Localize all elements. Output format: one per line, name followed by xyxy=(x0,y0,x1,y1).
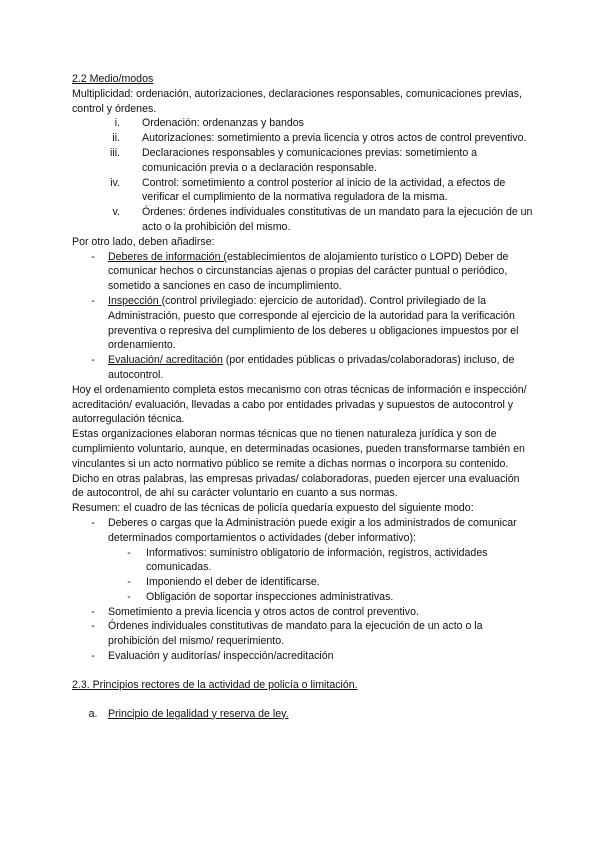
document-page xyxy=(72,72,534,721)
list-item: - Inspección (control privilegiado: ejercicio de autoridad). Control privilegiado de la Administración, puesto que corresponde al ejercicio de la autoridad para la verificación preventiva o represiva del cumplimiento de los deberes u obligaciones impuestos por el ordenamiento. xyxy=(91,294,519,352)
intro-paragraph: Multiplicidad: ordenación, autorizaciones, declaraciones responsables, comunicaciones previas, control y órdenes. xyxy=(72,87,522,115)
summary-list xyxy=(72,516,534,546)
roman-list xyxy=(72,116,534,234)
summary-sub-list xyxy=(108,546,534,605)
list-item: i. Ordenación: ordenanzas y bandos xyxy=(114,117,304,130)
paragraph-2: Estas organizaciones elaboran normas técnicas que no tienen naturaleza jurídica y son de cumplimiento voluntario, aunque, en determinadas ocasiones, pueden transformarse también en vinculantes si un acto normativo público se remite a dichas normas o incorpora su contenido. Dicho en otras palabras, las empresas privadas/ colaboradoras, pueden ejercer una evaluación de autocontrol, de ahí su carácter voluntario en cuanto a sus normas. xyxy=(72,428,525,500)
summary-line: Resumen: el cuadro de las técnicas de policía quedaría expuesto del siguiente modo: xyxy=(72,502,474,515)
list-item: - Órdenes individuales constitutivas de mandato para la ejecución de un acto o la prohibición del mismo/ requerimiento. xyxy=(91,620,483,648)
list-item: - Deberes de información (establecimientos de alojamiento turístico o LOPD) Deber de comunicar hechos o circunstancias ajenas o propias del carácter puntual o periódico, sometido a sanciones en caso de incumplimiento. xyxy=(91,250,509,293)
dash-list xyxy=(72,250,534,383)
list-item: - Evaluación y auditorías/ inspección/acreditación xyxy=(91,650,334,663)
list-item: - Informativos: suministro obligatorio de información, registros, actividades comunicadas. xyxy=(127,546,488,574)
list-item: - Imponiendo el deber de identificarse. xyxy=(127,576,320,589)
add-line: Por otro lado, deben añadirse: xyxy=(72,235,215,248)
summary-list-rest xyxy=(72,605,534,664)
section-heading-2-2: 2.2 Medio/modos xyxy=(72,73,154,85)
section-heading-2-3: 2.3. Principios rectores de la actividad de policía o limitación. xyxy=(72,678,358,691)
list-item: - Sometimiento a previa licencia y otros actos de control preventivo. xyxy=(91,605,419,618)
list-item: - Obligación de soportar inspecciones administrativas. xyxy=(127,590,394,603)
list-item: - Deberes o cargas que la Administración puede exigir a los administrados de comunicar determinados comportamientos o actividades (deber informativo): xyxy=(91,516,517,544)
spacer xyxy=(72,664,534,678)
paragraph-1: Hoy el ordenamiento completa estos mecanismo con otras técnicas de información e inspección/ acreditación/ evaluación, llevadas a cabo por entidades privadas y supuestos de autocontrol y autorregulación técnica. xyxy=(72,383,527,426)
list-item: - Evaluación/ acreditación (por entidades públicas o privadas/colaboradoras) incluso, de autocontrol. xyxy=(91,354,515,381)
alpha-list-item: a. Principio de legalidad y reserva de ley. xyxy=(88,707,289,720)
list-item: iv. Control: sometimiento a control posterior al inicio de la actividad, a efectos de verificar el cumplimiento de la normativa reguladora de la misma. xyxy=(110,176,506,204)
list-item: v. Órdenes: órdenes individuales constitutivas de un mandato para la ejecución de un acto o la prohibición del mismo. xyxy=(112,206,533,233)
list-item: iii. Declaraciones responsables y comunicaciones previas: sometimiento a comunicación previa o a declaración responsable. xyxy=(109,146,478,174)
list-item: ii. Autorizaciones: sometimiento a previa licencia y otros actos de control preventivo. xyxy=(112,132,527,145)
